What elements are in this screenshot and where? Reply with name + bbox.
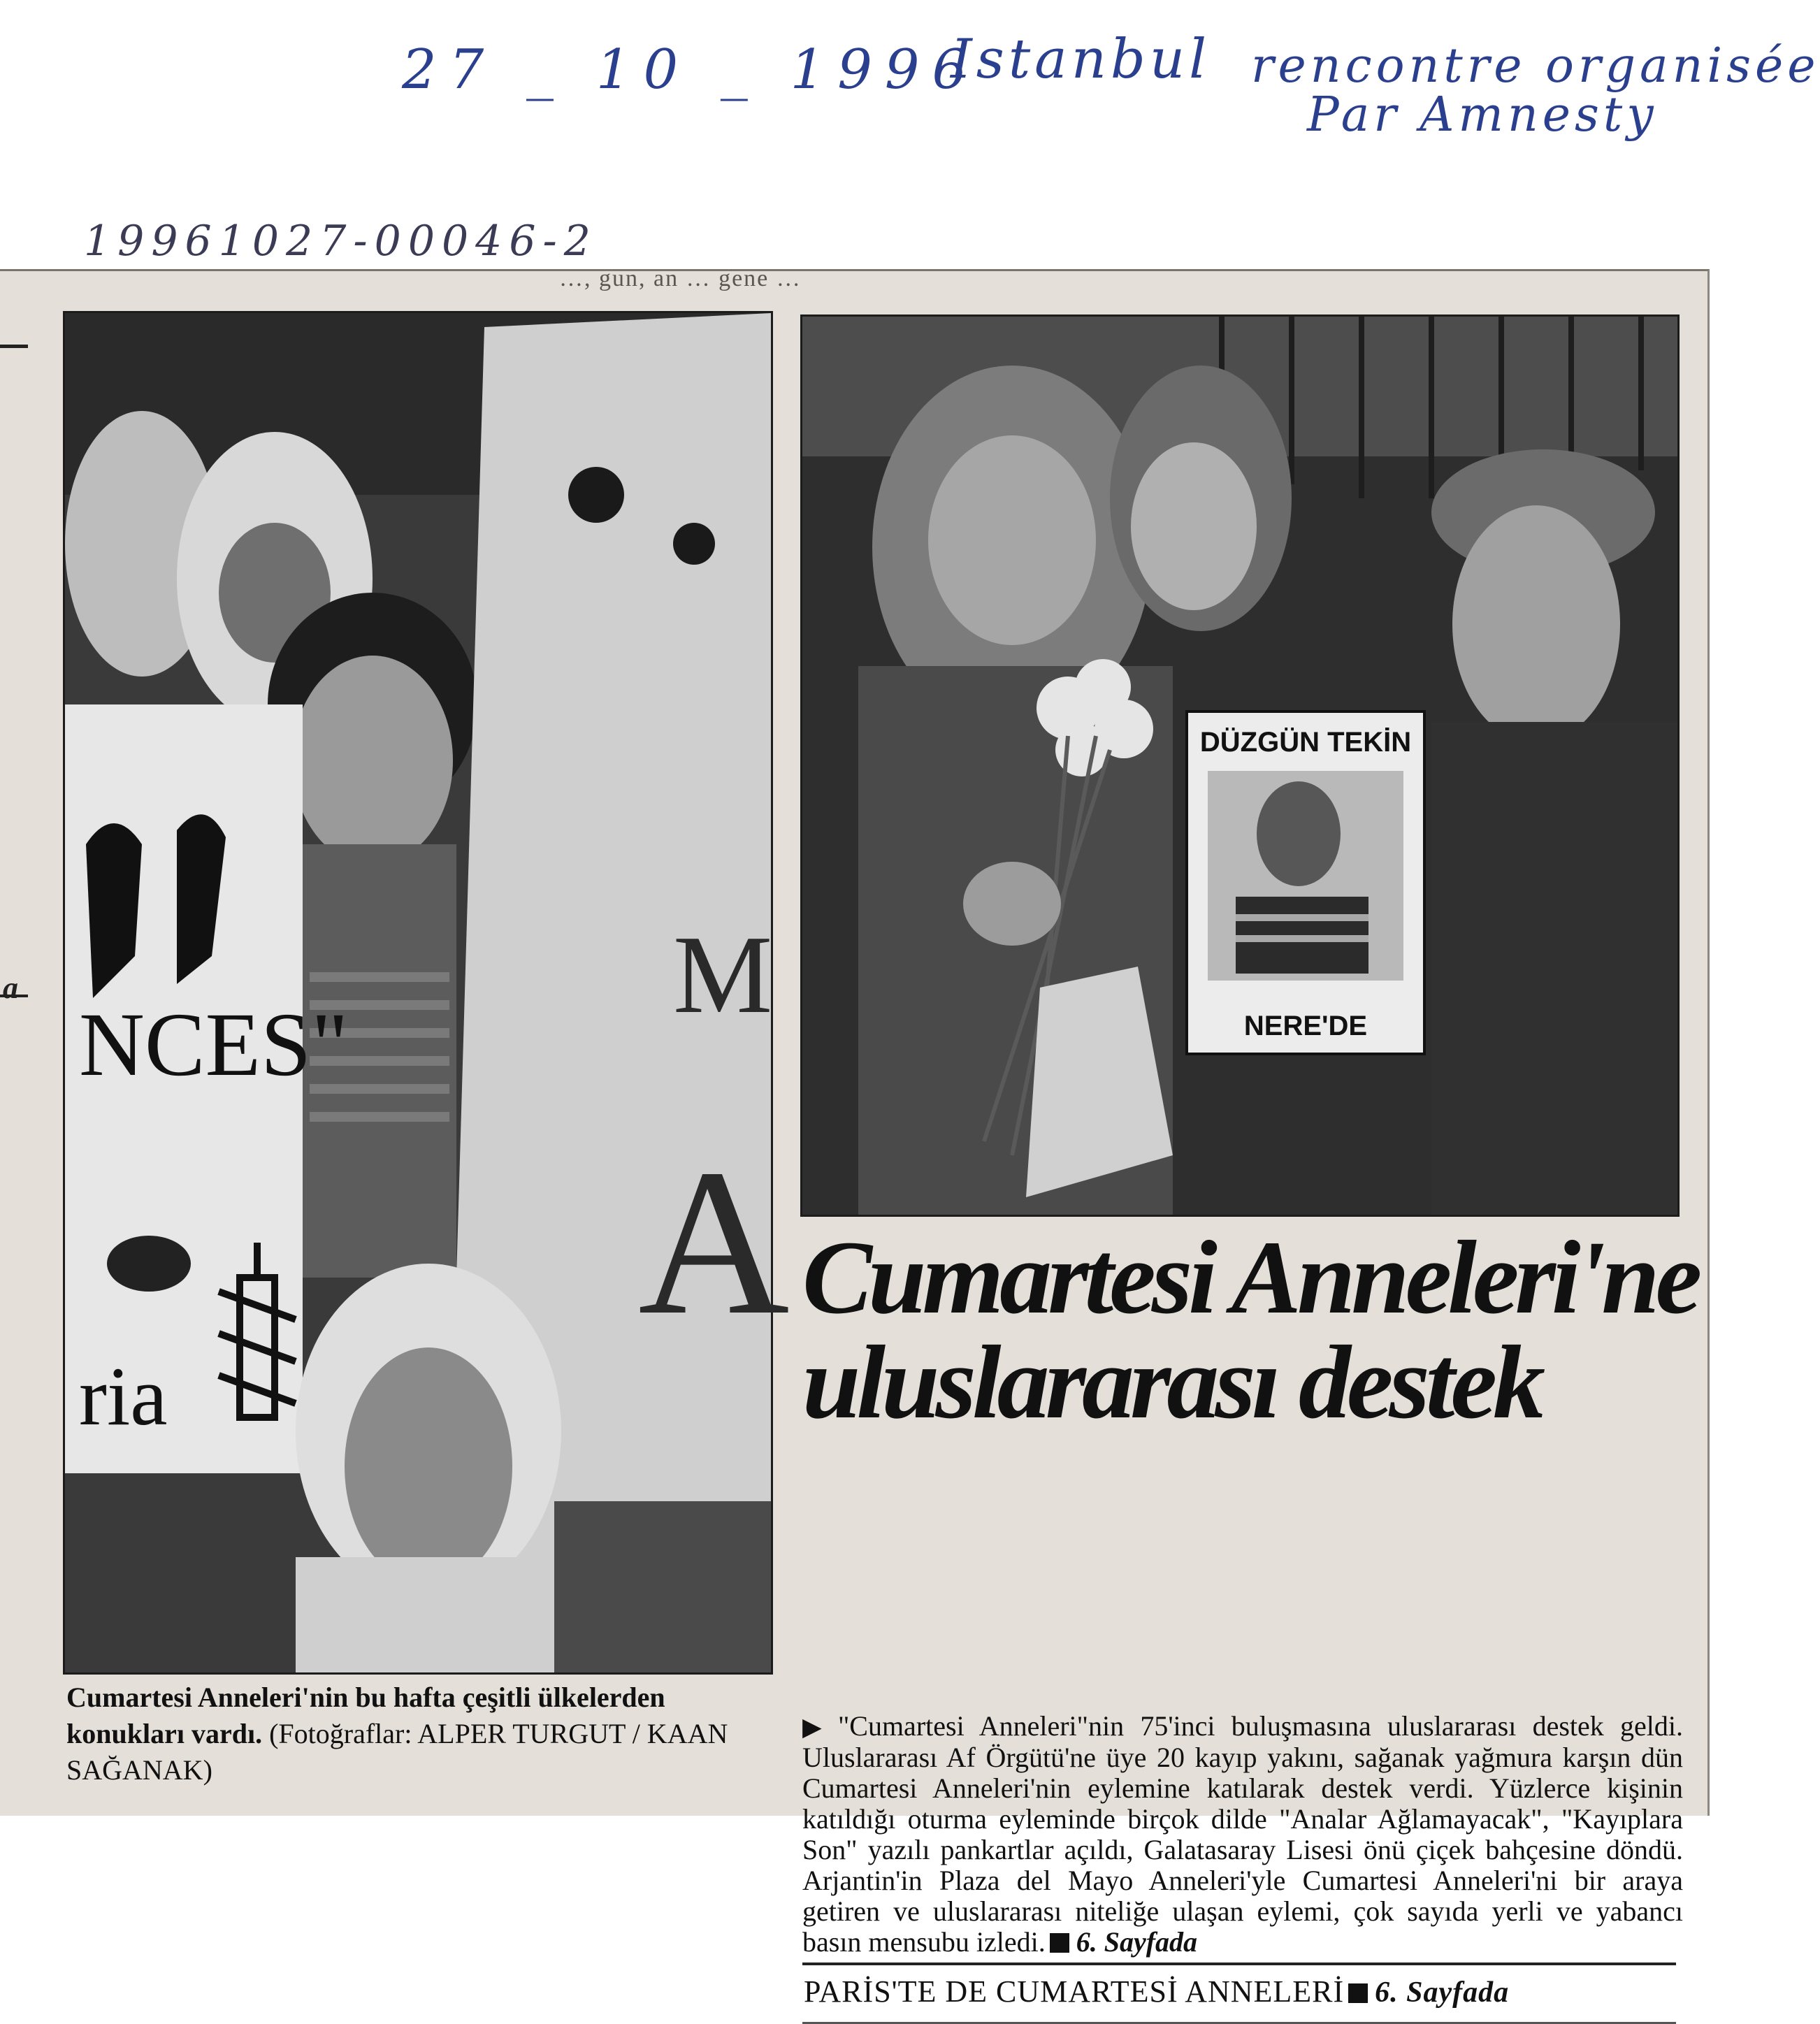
arrow-icon: ▶	[802, 1713, 831, 1741]
caption-bold: Cumartesi Anneleri'nin bu hafta çeşitli ülkelerden konukları vardı.	[66, 1682, 665, 1749]
sign-text-1: NCES"	[79, 995, 349, 1095]
caption-credit: (Fotoğraflar: ALPER TURGUT / KAAN SAĞANAK)	[66, 1718, 728, 1786]
protest-photo-right-image	[802, 317, 1677, 1215]
article-body	[802, 1711, 1683, 1958]
headline-line-2: uluslararası destek	[802, 1324, 1542, 1440]
teaser-page-reference: 6. Sayfada	[1375, 1976, 1510, 2009]
portrait-caption: NERE'DE	[1243, 1011, 1368, 1041]
handwritten-date: 27 _ 10 _ 1996	[402, 38, 980, 101]
newspaper-clipping	[0, 266, 1710, 2009]
teaser-line	[804, 1974, 1509, 2009]
clipping-top-remnant: …, gun, an … gene …	[559, 266, 802, 291]
article-body-text: "Cumartesi Anneleri"nin 75'inci buluşmasına uluslararası destek geldi. Uluslararası Af Örgütü'ne üye 20 kayıp yakını, sağanak yağmura karşın dün Cumartesi Anneleri'nin eylemine katılarak destek verdi. Yüzlerce kişinin katıldığı oturma eyleminde birçok dilde "Analar Ağlamayacak", "Kayıplara Son" yazılı pankartlar açıldı, Galatasaray Lisesi önü çiçek bahçesine döndü. Arjantin'in Plaza del Mayo Anneleri'yle Cumartesi Anneleri'ni bir araya getiren ve uluslararası niteliğe ulaşan eylemi, çok sayıda yerli ve yabancı basın mensubu izledi.	[802, 1710, 1683, 1958]
edge-rule	[0, 345, 28, 348]
footer-rule	[802, 1962, 1676, 1965]
handwritten-note-line2: Par Amnesty	[1307, 87, 1658, 143]
headline-line-1: Cumartesi Anneleri'ne	[802, 1220, 1698, 1336]
photo-caption	[66, 1679, 772, 1788]
handwritten-reference: 19961027-00046-2	[84, 217, 598, 266]
article-headline	[802, 1220, 1698, 1440]
edge-text-fragment: a	[3, 971, 18, 1005]
square-icon	[1050, 1933, 1069, 1953]
protest-photo-right	[800, 315, 1680, 1217]
banner-letter-1: M	[673, 912, 773, 1036]
sign-text-2: ria	[79, 1350, 168, 1443]
portrait-name: DÜZGÜN TEKİN	[1199, 727, 1412, 758]
protest-photo-left-image	[65, 313, 790, 1672]
handwritten-city: Istanbul	[951, 28, 1211, 91]
article-page-reference: 6. Sayfada	[1076, 1926, 1198, 1958]
protest-photo-left	[63, 311, 790, 1675]
square-icon	[1348, 1983, 1368, 2003]
teaser-text: PARİS'TE DE CUMARTESİ ANNELERİ	[804, 1974, 1345, 2009]
handwritten-note-line1: rencontre organisée	[1251, 38, 1820, 94]
banner-letter-2: A	[638, 1126, 790, 1358]
